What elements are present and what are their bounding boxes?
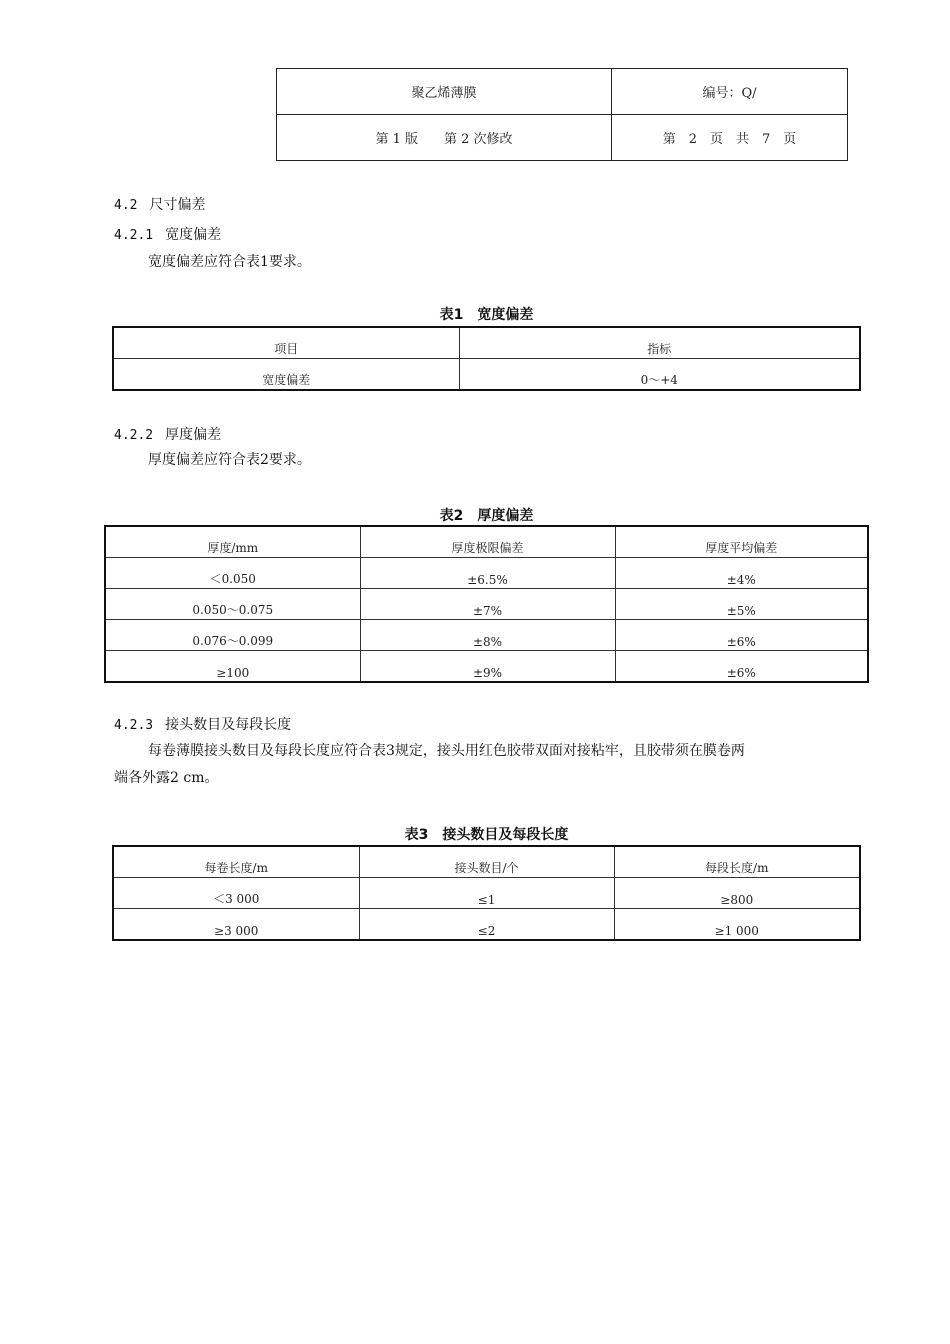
table-header-cell: 指标	[459, 327, 860, 359]
table-header-cell: 厚度极限偏差	[360, 526, 615, 558]
table-header-cell: 每段长度/m	[614, 846, 860, 878]
table-header-cell: 接头数目/个	[359, 846, 614, 878]
table-row	[105, 620, 868, 651]
section-number: 4.2.2	[114, 428, 154, 443]
document-title: 聚乙烯薄膜	[277, 69, 612, 115]
table2	[104, 525, 869, 683]
table-cell: ±6%	[615, 620, 868, 651]
table-cell: 0.076～0.099	[105, 620, 360, 651]
table-cell: ≤1	[359, 878, 614, 909]
section-title: 尺寸偏差	[149, 197, 206, 213]
table-cell: ±6.5%	[360, 558, 615, 589]
table-row	[105, 589, 868, 620]
section-title: 厚度偏差	[165, 427, 222, 443]
table-header-cell: 项目	[113, 327, 459, 359]
table-row	[105, 651, 868, 683]
table-header-row	[105, 526, 868, 558]
section-4-2-3-text-line1: 每卷薄膜接头数目及每段长度应符合表3规定，接头用红色胶带双面对接粘牢，且胶带须在膜卷两	[148, 743, 745, 759]
table-cell: ±9%	[360, 651, 615, 683]
table-row	[105, 558, 868, 589]
table-row	[113, 359, 860, 391]
table-cell: 0～+4	[459, 359, 860, 391]
table-cell: ＜3 000	[113, 878, 359, 909]
section-number: 4.2.1	[114, 228, 154, 243]
document-code: 编号：Q/	[612, 69, 848, 115]
table-row	[113, 878, 860, 909]
table-cell: ±6%	[615, 651, 868, 683]
section-title: 接头数目及每段长度	[165, 717, 292, 733]
document-header	[276, 68, 848, 161]
table-cell: ≥800	[614, 878, 860, 909]
section-title: 宽度偏差	[165, 227, 222, 243]
section-4-2-3-text-line2: 端各外露2 cm。	[114, 770, 219, 786]
table-header-cell: 厚度平均偏差	[615, 526, 868, 558]
section-4-2-3-heading	[114, 714, 291, 734]
section-4-2-2-text: 厚度偏差应符合表2要求。	[148, 452, 311, 468]
table-header-cell: 厚度/mm	[105, 526, 360, 558]
section-number: 4.2.3	[114, 718, 154, 733]
table3-caption: 表3 接头数目及每段长度	[404, 827, 569, 843]
table2-caption: 表2 厚度偏差	[439, 508, 534, 524]
section-number: 4.2	[114, 198, 138, 213]
section-4-2-2-heading	[114, 424, 221, 444]
table-cell: ±5%	[615, 589, 868, 620]
table1	[112, 326, 861, 391]
table-cell: ≥1 000	[614, 909, 860, 941]
table3	[112, 845, 861, 941]
table-cell: ≥100	[105, 651, 360, 683]
table-cell: ±4%	[615, 558, 868, 589]
section-4-2-1-text: 宽度偏差应符合表1要求。	[148, 254, 311, 270]
table-header-row	[113, 327, 860, 359]
table-cell: ±7%	[360, 589, 615, 620]
table-header-row	[113, 846, 860, 878]
table-cell: ≤2	[359, 909, 614, 941]
table-row	[113, 909, 860, 941]
section-4-2-1-heading	[114, 224, 221, 244]
page-number: 第 2 页 共 7 页	[612, 115, 848, 161]
table-cell: ＜0.050	[105, 558, 360, 589]
table-header-cell: 每卷长度/m	[113, 846, 359, 878]
section-4-2-heading	[114, 194, 205, 214]
table1-caption: 表1 宽度偏差	[439, 307, 534, 323]
table-cell: 宽度偏差	[113, 359, 459, 391]
table-cell: ≥3 000	[113, 909, 359, 941]
table-cell: 0.050～0.075	[105, 589, 360, 620]
table-cell: ±8%	[360, 620, 615, 651]
revision-info: 第 1 版 第 2 次修改	[277, 115, 612, 161]
